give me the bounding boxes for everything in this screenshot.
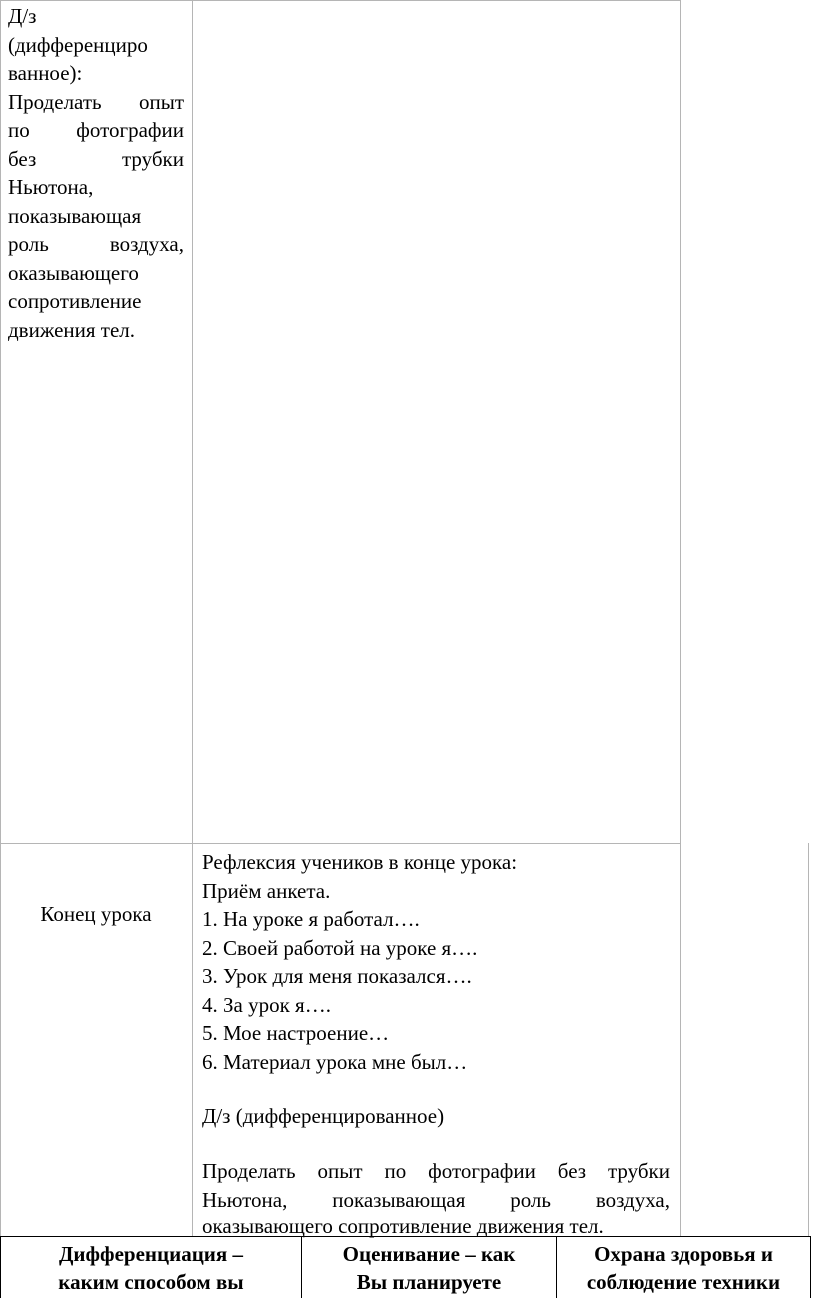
homework-line: ванное): [8,61,83,85]
header-assessment: Вы планируете [356,1270,502,1294]
homework-line: сопротивление [8,289,142,313]
homework-line: показывающая [8,203,142,228]
header-health-safety: соблюдение техники [586,1270,781,1294]
homework-line: Д/з [8,4,37,28]
outer-border-right [808,843,809,1236]
reflection-line: 3. Урок для меня показался…. [202,964,472,988]
homework-line: по фотографии [8,118,184,142]
homework-line: Ньютона, [8,175,94,199]
homework-line: (дифференциро [8,32,148,57]
homework-line: роль воздуха, [8,232,184,256]
table-border-left [0,0,1,1236]
reflection-line: Д/з (дифференцированное) [202,1104,445,1128]
homework-line: Проделать опыт [8,89,184,114]
reflection-line: Рефлексия учеников в конце урока: [202,850,518,874]
homework-line: движения тел. [8,317,136,342]
column-divider [192,0,193,1236]
reflection-line: оказывающего сопротивление движения тел. [202,1214,604,1238]
header-health-safety: Охрана здоровья и [594,1242,773,1266]
header-differentiation: Дифференциация – [58,1242,244,1266]
reflection-line: 1. На уроке я работал…. [202,907,420,931]
reflection-line: Приём анкета. [202,878,331,903]
reflection-line: Проделать опыт по фотографии без трубки [202,1159,670,1183]
reflection-line: 6. Материал урока мне был… [202,1049,468,1074]
reflection-line: Ньютона, показывающая роль воздуха, [202,1187,670,1212]
header-row-right-border [810,1236,811,1298]
header-assessment: Оценивание – как [342,1242,516,1266]
reflection-line: 2. Своей работой на уроке я…. [202,935,478,960]
row-divider [0,843,681,844]
stage-label: Конец урока [40,902,152,926]
table-border-right [680,0,681,1236]
reflection-line: 4. За урок я…. [202,992,331,1017]
reflection-line: 5. Мое настроение… [202,1021,390,1045]
homework-line: оказывающего [8,260,139,285]
homework-line: без трубки [8,146,184,171]
table-border-top [0,0,681,1]
header-differentiation: каким способом вы [58,1270,244,1294]
